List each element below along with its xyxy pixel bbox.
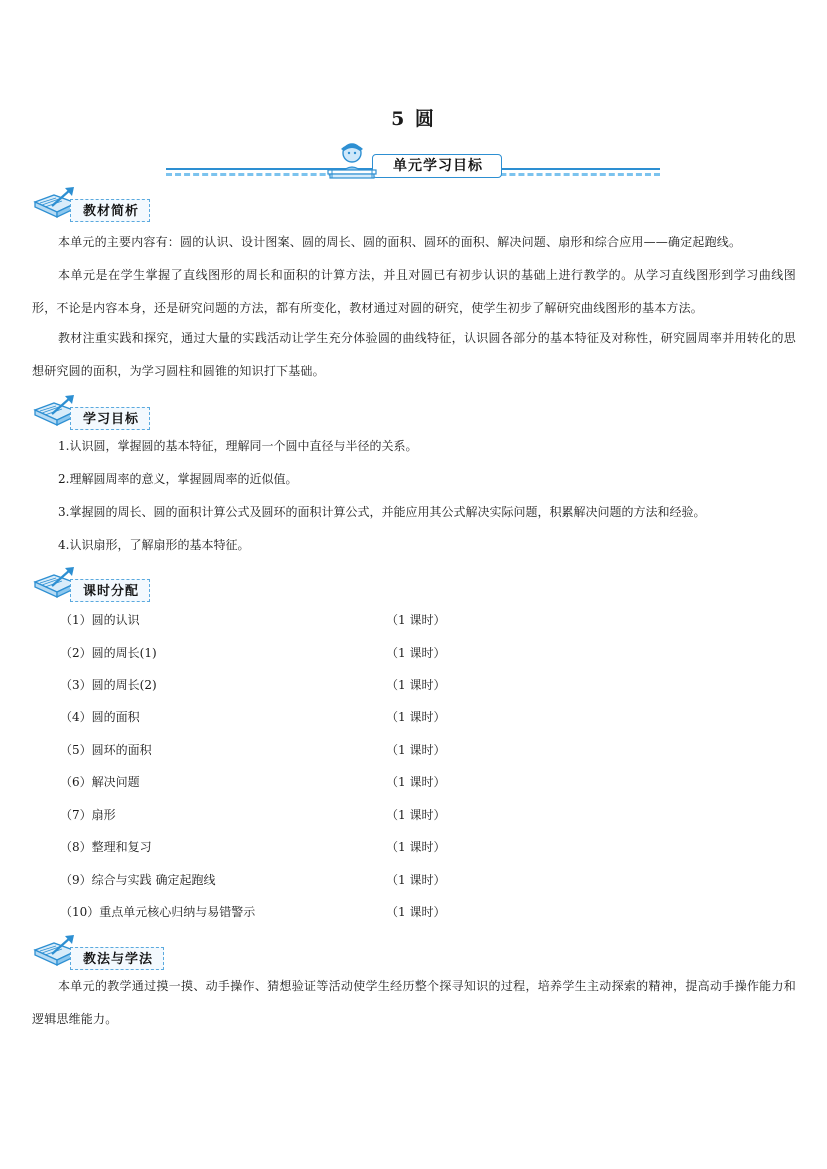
objective-item: 4.认识扇形，了解扇形的基本特征。 xyxy=(58,538,250,552)
paragraph: 本单元是在学生掌握了直线图形的周长和面积的计算方法，并且对圆已有初步认识的基础上进行教学的。从学习直线图形到学习曲线图形，不论是内容本身，还是研究问题的方法，都有所变化，教材通过对圆的研究，使学生初步了解研究曲线图形的基本方法。 xyxy=(32,268,796,315)
section-header-objectives xyxy=(32,394,172,428)
lesson-time: （1 课时） xyxy=(386,840,446,854)
section-label-box xyxy=(70,947,164,970)
banner-label: 单元学习目标 xyxy=(393,158,483,174)
section-header-schedule xyxy=(32,566,172,600)
objective-item: 1.认识圆，掌握圆的基本特征，理解同一个圆中直径与半径的关系。 xyxy=(58,439,418,453)
lesson-time: （1 课时） xyxy=(386,710,446,724)
lesson-time: （1 课时） xyxy=(386,873,446,887)
objective-item: 3.掌握圆的周长、圆的面积计算公式及圆环的面积计算公式，并能应用其公式解决实际问题，积累解决问题的方法和经验。 xyxy=(58,505,706,519)
paragraph: 本单元的主要内容有：圆的认识、设计图案、圆的周长、圆的面积、圆环的面积、解决问题、扇形和综合应用——确定起跑线。 xyxy=(58,235,742,249)
lesson-name: （1）圆的认识 xyxy=(60,613,140,627)
paragraph: 本单元的教学通过摸一摸、动手操作、猜想验证等活动使学生经历整个探寻知识的过程，培养学生主动探索的精神，提高动手操作能力和逻辑思维能力。 xyxy=(32,979,796,1026)
section-title: 教法与学法 xyxy=(83,952,154,967)
student-reading-icon xyxy=(324,140,380,180)
section-label-box xyxy=(70,579,150,602)
lesson-name: （4）圆的面积 xyxy=(60,710,140,724)
lesson-name: （10）重点单元核心归纳与易错警示 xyxy=(60,905,256,919)
lesson-time: （1 课时） xyxy=(386,775,446,789)
section-title: 课时分配 xyxy=(83,584,140,599)
lesson-time: （1 课时） xyxy=(386,646,446,660)
section-header-methods xyxy=(32,934,172,968)
lesson-name: （5）圆环的面积 xyxy=(60,743,152,757)
lesson-time: （1 课时） xyxy=(386,905,446,919)
lesson-name: （7）扇形 xyxy=(60,808,116,822)
lesson-time: （1 课时） xyxy=(386,808,446,822)
paragraph: 教材注重实践和探究，通过大量的实践活动让学生充分体验圆的曲线特征，认识圆各部分的基本特征及对称性，研究圆周率并用转化的思想研究圆的面积，为学习圆柱和圆锥的知识打下基础。 xyxy=(32,331,796,378)
lesson-name: （3）圆的周长(2) xyxy=(60,678,157,692)
section-label-box xyxy=(70,199,150,222)
lesson-time: （1 课时） xyxy=(386,678,446,692)
objective-item: 2.理解圆周率的意义，掌握圆周率的近似值。 xyxy=(58,472,298,486)
unit-goals-banner xyxy=(166,140,660,180)
section-header-materials xyxy=(32,186,172,220)
lesson-name: （2）圆的周长(1) xyxy=(60,646,157,660)
section-label-box xyxy=(70,407,150,430)
section-title: 教材简析 xyxy=(83,204,140,219)
lesson-name: （9）综合与实践 确定起跑线 xyxy=(60,873,216,887)
lesson-name: （8）整理和复习 xyxy=(60,840,152,854)
section-title: 学习目标 xyxy=(83,412,140,427)
lesson-time: （1 课时） xyxy=(386,743,446,757)
lesson-time: （1 课时） xyxy=(386,613,446,627)
page-title: 5 圆 xyxy=(391,108,436,130)
lesson-name: （6）解决问题 xyxy=(60,775,140,789)
